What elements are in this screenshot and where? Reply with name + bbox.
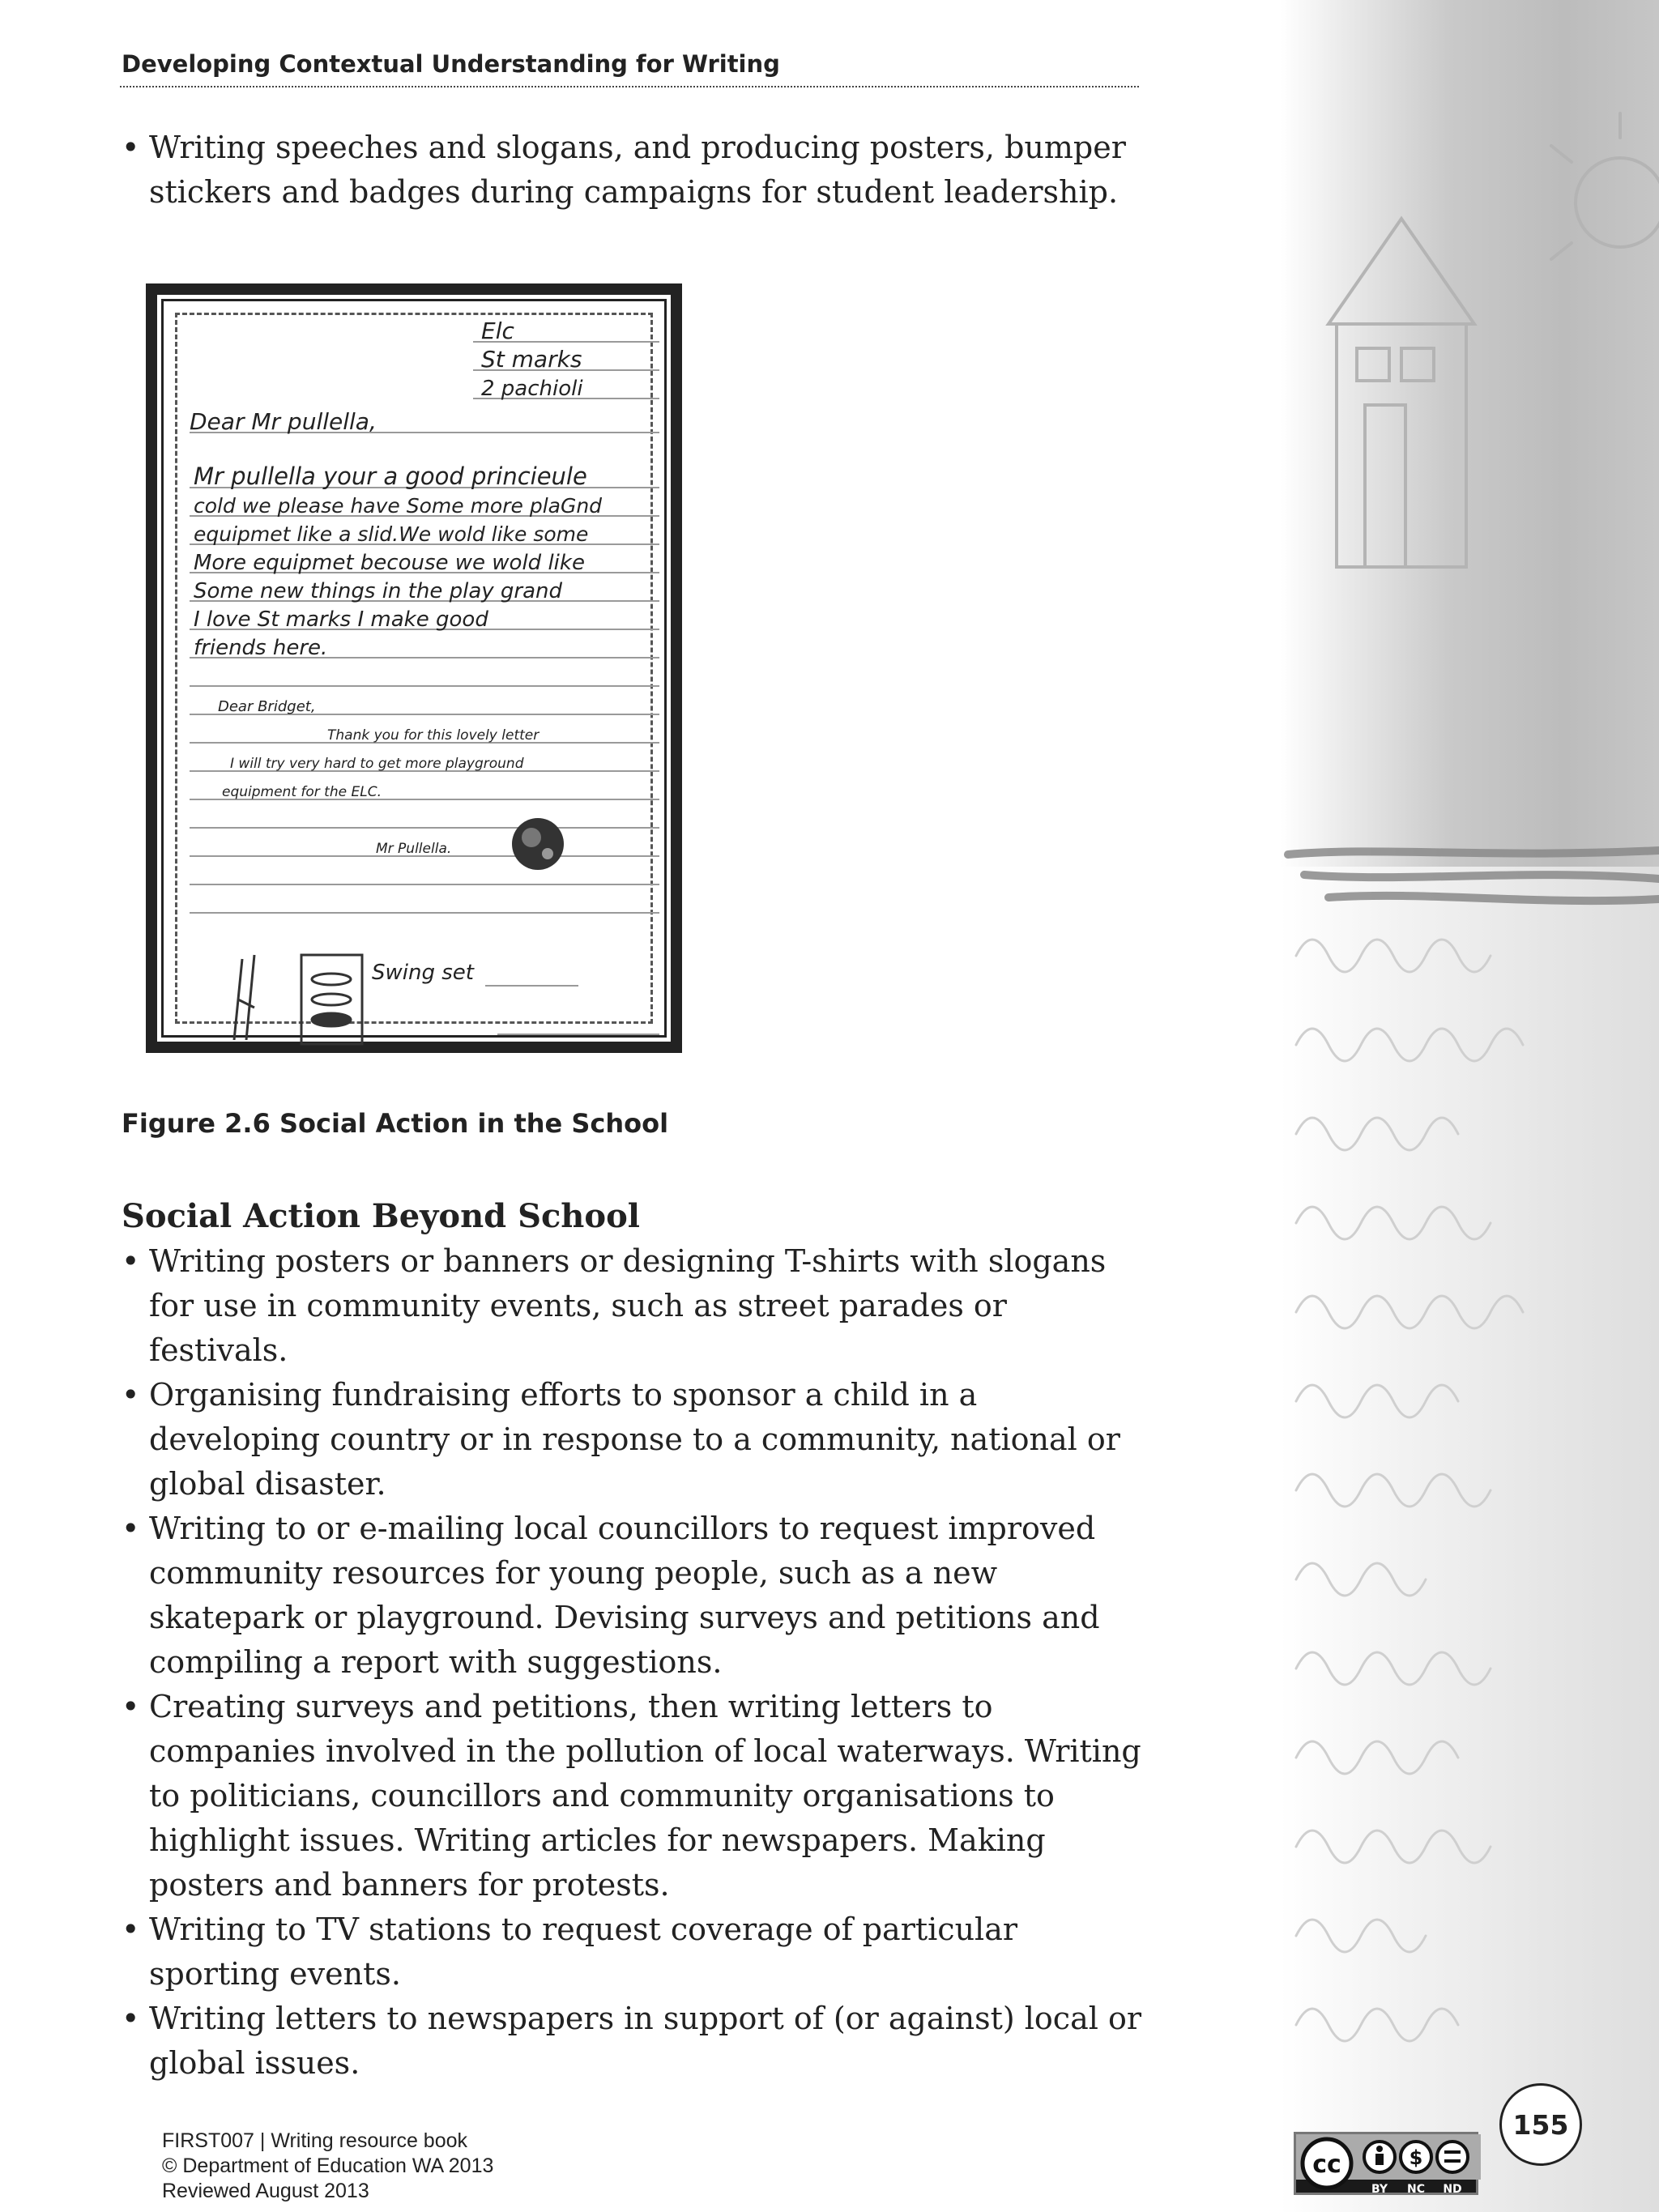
letter-greeting: Dear Mr pullella,	[190, 408, 377, 435]
letter-body-line: Mr pullella your a good princieule	[194, 462, 587, 490]
intro-bullet-list	[122, 126, 1142, 215]
drawing-label: Swing set	[372, 961, 474, 985]
section-heading: Social Action Beyond School	[122, 1197, 640, 1235]
page-number: 155	[1499, 2083, 1582, 2166]
letter-body-line: friends here.	[194, 636, 328, 660]
license-label: BY	[1371, 2183, 1388, 2196]
running-head: Developing Contextual Understanding for Writing	[122, 50, 780, 78]
section-bullet-list	[122, 1239, 1142, 2086]
license-badge	[1294, 2132, 1478, 2195]
list-item: • Writing to TV stations to request coverage of particular sporting events.	[122, 1907, 1142, 1997]
license-label: ND	[1443, 2183, 1462, 2196]
attribution-icon	[1364, 2142, 1395, 2172]
swing-set-drawing-icon	[234, 955, 362, 1044]
list-item: • Writing posters or banners or designing T-shirts with slogans for use in community events, such as street parades or festivals.	[122, 1239, 1142, 1373]
creative-commons-icon	[1303, 2139, 1351, 2188]
footer-line: Reviewed August 2013	[162, 2180, 369, 2202]
decorative-side-panel	[1280, 0, 1659, 2212]
reply-line: equipment for the ELC.	[222, 784, 382, 800]
letter-address-line: Elc	[481, 318, 514, 344]
reply-line: I will try very hard to get more playground	[230, 756, 524, 772]
list-item: • Writing speeches and slogans, and producing posters, bumper stickers and badges during campaigns for student leadership.	[122, 126, 1142, 215]
list-item: • Writing letters to newspapers in support of (or against) local or global issues.	[122, 1997, 1142, 2086]
license-label: NC	[1407, 2183, 1425, 2196]
svg-text:$: $	[1409, 2146, 1423, 2169]
letter-body-line: More equipmet becouse we wold like	[194, 551, 585, 575]
list-item: • Organising fundraising efforts to sponsor a child in a developing country or in response to a community, national or global disaster.	[122, 1373, 1142, 1507]
header-rule	[120, 86, 1139, 87]
letter-address-line: St marks	[481, 346, 582, 373]
footer-line: FIRST007 | Writing resource book	[162, 2129, 468, 2152]
no-derivatives-icon	[1437, 2142, 1468, 2172]
reply-greeting: Dear Bridget,	[218, 698, 316, 715]
reply-line: Thank you for this lovely letter	[327, 727, 539, 744]
ink-stamp-icon	[512, 818, 564, 870]
footer-line: © Department of Education WA 2013	[162, 2154, 494, 2177]
figure-caption: Figure 2.6 Social Action in the School	[122, 1108, 669, 1139]
reply-signature: Mr Pullella.	[376, 841, 452, 857]
letter-body-line: cold we please have Some more plaGnd	[194, 494, 603, 518]
letter-body-line: I love St marks I make good	[194, 607, 488, 632]
side-panel-sketch	[1280, 0, 1659, 2212]
non-commercial-icon	[1401, 2142, 1431, 2172]
footer-credits	[162, 2129, 493, 2204]
svg-text:cc: cc	[1312, 2150, 1341, 2179]
letter-body-line: equipmet like a slid.We wold like some	[194, 522, 589, 546]
list-item: • Writing to or e-mailing local councillors to request improved community resources for young people, such as a new skatepark or playground. Devising surveys and petitions and compiling a report with suggestions.	[122, 1507, 1142, 1685]
list-item: • Creating surveys and petitions, then writing letters to companies involved in the pollution of local waterways. Writing to politicians, councillors and community organisations to highlight issues. Writing articles for newspapers. Making posters and banners for protests.	[122, 1685, 1142, 1907]
letter-content	[157, 295, 693, 1064]
handwritten-letter-figure	[146, 283, 682, 1053]
letter-body-line: Some new things in the play grand	[194, 579, 563, 603]
letter-address-line: 2 pachioli	[481, 377, 583, 401]
